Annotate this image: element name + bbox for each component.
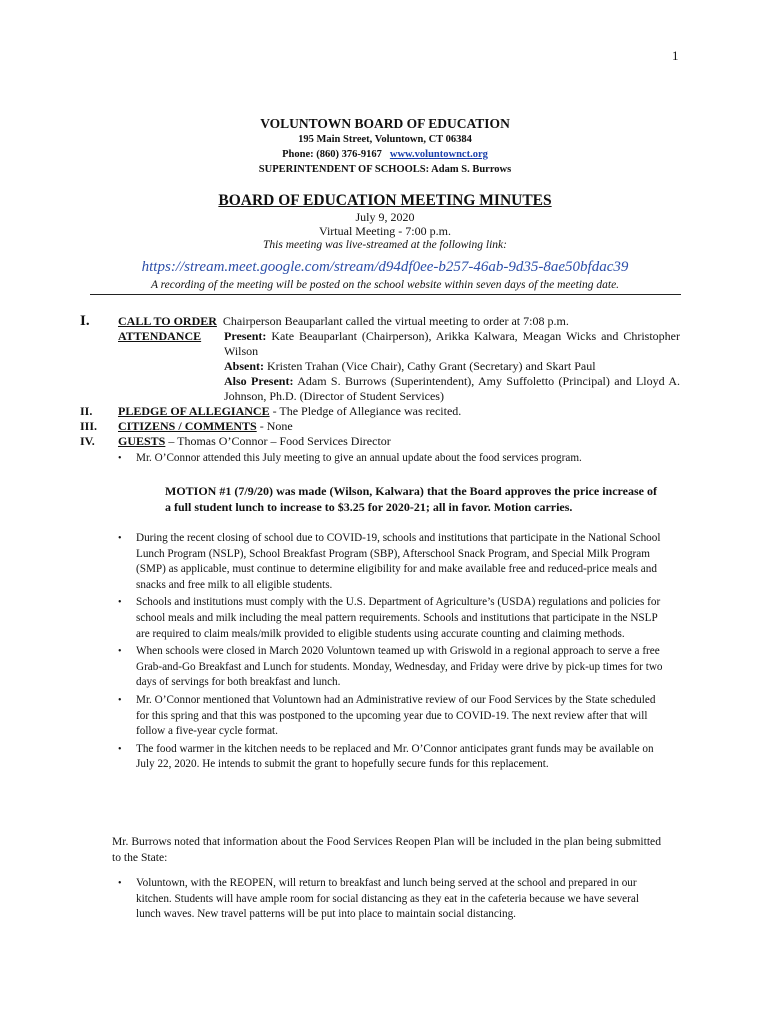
reopen-list xyxy=(118,876,663,923)
stream-note: This meeting was live-streamed at the following link: xyxy=(263,239,507,251)
website-link[interactable]: www.voluntownct.org xyxy=(389,149,488,160)
bullet-text: Voluntown, with the REOPEN, will return to breakfast and lunch being served at the school and prepared in our kitchen. Students will have ample room for social distancing as they eat in the cafeteria because we have several lunch waves. New travel patterns will be put into place to maintain social distancing. xyxy=(136,877,639,921)
item-heading: PLEDGE OF ALLEGIANCE xyxy=(118,404,270,418)
list-item xyxy=(118,693,663,740)
meeting-type: Virtual Meeting - 7:00 p.m. xyxy=(319,224,451,238)
attendance-present xyxy=(118,329,680,359)
bullet-text: Mr. O’Connor mentioned that Voluntown had an Administrative review of our Food Services by the State scheduled for this spring and that this was postponed to the upcoming year due to COVID-19. The next review after that will follow a five-year cycle format. xyxy=(136,693,656,738)
present-text: Kate Beauparlant (Chairperson), Arikka Kalwara, Meagan Wicks and Christopher Wilson xyxy=(224,329,680,358)
bullet-icon: • xyxy=(118,533,122,544)
list-item xyxy=(118,451,680,467)
motion-text: MOTION #1 (7/9/20) was made (Wilson, Kalwara) that the Board approves the price increase of a full student lunch to increase to $3.25 for 2020-21; all in favor. Motion carries. xyxy=(165,484,657,514)
reopen-paragraph: Mr. Burrows noted that information about the Food Services Reopen Plan will be included in the plan being submitted to the State: xyxy=(112,835,662,864)
attendance-absent xyxy=(224,359,680,374)
also-present-label: Also Present: xyxy=(224,374,294,388)
contact-line xyxy=(0,147,770,162)
page-title: BOARD OF EDUCATION MEETING MINUTES xyxy=(218,192,552,209)
attendance-also-present xyxy=(224,374,680,404)
item-heading: CALL TO ORDER xyxy=(118,314,217,328)
list-item xyxy=(118,742,663,773)
bullet-icon: • xyxy=(118,646,122,658)
bullet-text: During the recent closing of school due to COVID-19, schools and institutions that participate in the National School Lunch Program (NSLP), School Breakfast Program (SBP), Afterschool Snack Program, and Special Milk Program (SMP) as applicable, must continue to determine eligibility for and make available free and reduced-price meals and snacks and free milk to all eligible students. xyxy=(136,532,661,591)
item-text: - The Pledge of Allegiance was recited. xyxy=(269,404,462,418)
bullet-icon: • xyxy=(118,878,122,889)
document-header xyxy=(0,116,770,293)
page-number: 1 xyxy=(672,48,679,63)
agenda-item-citizens xyxy=(80,419,680,434)
bullet-icon: • xyxy=(118,694,122,706)
bullet-text: Mr. O’Connor attended this July meeting to give an annual update about the food services program. xyxy=(136,452,582,464)
stream-link[interactable]: https://stream.meet.google.com/stream/d94df0ee-b257-46ab-9d35-8ae50bfdac39 xyxy=(141,259,629,275)
bullet-icon: • xyxy=(118,743,122,755)
present-label: Present: xyxy=(224,329,267,343)
agenda xyxy=(80,314,680,467)
also-present-text: Adam S. Burrows (Superintendent), Amy Suffoletto (Principal) and Lloyd A. Johnson, Ph.D. (Director of Student Services) xyxy=(224,374,680,403)
item-numeral: IV. xyxy=(80,434,95,448)
list-item xyxy=(118,644,663,691)
agenda-item-pledge xyxy=(80,404,680,419)
item-numeral: I. xyxy=(80,313,90,329)
bullet-icon: • xyxy=(118,597,122,609)
food-services-list xyxy=(118,531,663,773)
agenda-item-call-to-order xyxy=(80,314,680,329)
absent-label: Absent: xyxy=(224,359,265,373)
superintendent: SUPERINTENDENT OF SCHOOLS: Adam S. Burrows xyxy=(258,164,512,175)
absent-text: Kristen Trahan (Vice Chair), Cathy Grant (Secretary) and Skart Paul xyxy=(267,359,596,373)
item-numeral: III. xyxy=(80,419,98,433)
organization-name: VOLUNTOWN BOARD OF EDUCATION xyxy=(260,116,510,131)
list-item xyxy=(118,595,663,642)
agenda-item-guests xyxy=(80,434,680,449)
item-numeral: II. xyxy=(80,404,93,418)
recording-note: A recording of the meeting will be posted on the school website within seven days of the meeting date. xyxy=(150,279,620,291)
bullet-icon: • xyxy=(118,453,122,464)
address: 195 Main Street, Voluntown, CT 06384 xyxy=(298,134,472,145)
bullet-text: Schools and institutions must comply with the U.S. Department of Agriculture’s (USDA) regulations and policies for school meals and milk including the meal pattern requirements. Schools and institutions that participate in the NSLP are required to claim meals/milk provided to eligible students using accurate counting and claiming methods. xyxy=(136,596,661,640)
item-text: – Thomas O’Connor – Food Services Director xyxy=(165,434,391,448)
item-text: Chairperson Beauparlant called the virtual meeting to order at 7:08 p.m. xyxy=(222,314,569,328)
meeting-date: July 9, 2020 xyxy=(355,210,415,224)
divider xyxy=(90,294,681,295)
attendance-label: ATTENDANCE xyxy=(118,329,202,343)
item-text: - None xyxy=(256,419,293,433)
item-heading: CITIZENS / COMMENTS xyxy=(118,419,257,433)
list-item xyxy=(118,876,663,923)
list-item xyxy=(118,531,663,593)
phone: Phone: (860) 376-9167 xyxy=(282,149,382,160)
item-heading: GUESTS xyxy=(118,434,166,448)
bullet-text: The food warmer in the kitchen needs to be replaced and Mr. O’Connor anticipates grant funds may be available on July 22, 2020. He intends to submit the grant to hopefully secure funds for this replacement. xyxy=(136,742,654,771)
bullet-text: When schools were closed in March 2020 Voluntown teamed up with Griswold in a regional approach to serve a free Grab-and-Go Breakfast and Lunch for students. Monday, Wednesday, and Friday were drive by pick-up times for two days of servings for both breakfast and lunch. xyxy=(136,645,663,689)
